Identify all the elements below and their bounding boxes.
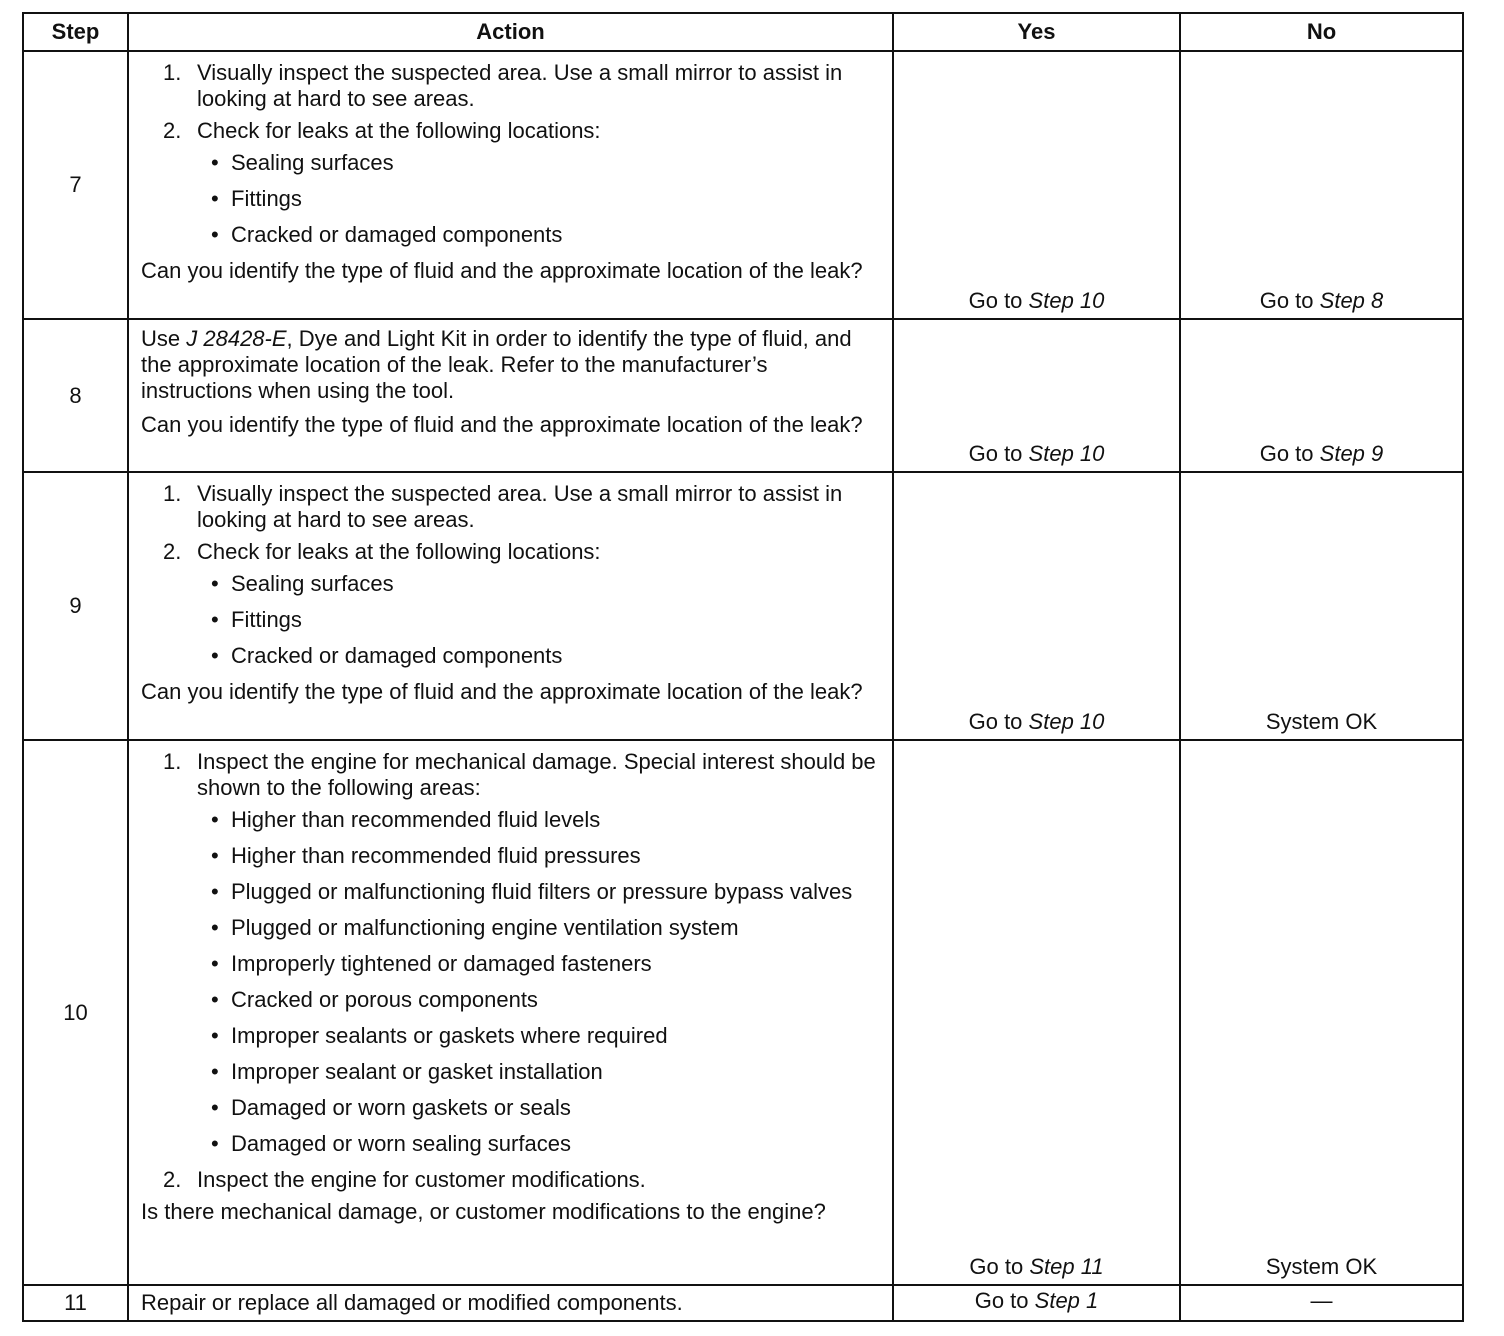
- list-item: Higher than recommended fluid pressures: [231, 843, 641, 868]
- yes-cell: Go to Step 10: [893, 472, 1180, 740]
- list-item: Plugged or malfunctioning fluid filters or pressure bypass valves: [231, 879, 853, 904]
- header-step: Step: [23, 13, 128, 51]
- no-cell: —: [1180, 1285, 1463, 1321]
- no-cell: System OK: [1180, 472, 1463, 740]
- table-row: [23, 51, 1463, 319]
- list-item: Damaged or worn sealing surfaces: [231, 1131, 571, 1156]
- yes-cell: Go to Step 1: [893, 1285, 1180, 1321]
- yes-cell: Go to Step 11: [893, 740, 1180, 1285]
- table-row: [23, 319, 1463, 472]
- list-item: Improper sealant or gasket installation: [231, 1059, 603, 1084]
- diagnostic-table: [22, 12, 1464, 1322]
- step-link: Step 10: [1028, 288, 1105, 313]
- no-cell: System OK: [1180, 740, 1463, 1285]
- step-number: 11: [23, 1285, 128, 1321]
- step-link: Step 9: [1319, 441, 1384, 466]
- yes-cell: Go to Step 10: [893, 319, 1180, 472]
- header-row: [23, 13, 1463, 51]
- header-no: No: [1180, 13, 1463, 51]
- list-item: Sealing surfaces: [231, 571, 394, 596]
- action-cell: 1. Visually inspect the suspected area. Use a small mirror to assist in looking at hard to see areas. 2. Check for leaks at the following locations: • Sealing surfaces • Fittings • Cracked or damaged components Can you identify the type of fluid and the approximate location of the leak?: [128, 51, 893, 319]
- question-text: Is there mechanical damage, or customer modifications to the engine?: [141, 1199, 826, 1224]
- table-row: [23, 472, 1463, 740]
- step-link: Step 8: [1319, 288, 1384, 313]
- question-text: Can you identify the type of fluid and the approximate location of the leak?: [141, 412, 863, 437]
- list-item: Damaged or worn gaskets or seals: [231, 1095, 571, 1120]
- action-cell: 1. Visually inspect the suspected area. Use a small mirror to assist in looking at hard to see areas. 2. Check for leaks at the following locations: • Sealing surfaces • Fittings • Cracked or damaged components Can you identify the type of fluid and the approximate location of the leak?: [128, 472, 893, 740]
- step-link: Step 1: [1034, 1288, 1099, 1313]
- header-yes: Yes: [893, 13, 1180, 51]
- question-text: Can you identify the type of fluid and the approximate location of the leak?: [141, 679, 863, 704]
- action-cell: Repair or replace all damaged or modified components.: [128, 1285, 893, 1321]
- question-text: Can you identify the type of fluid and the approximate location of the leak?: [141, 258, 863, 283]
- step-link: Step 10: [1028, 441, 1105, 466]
- list-item: Inspect the engine for customer modifications.: [197, 1167, 646, 1192]
- list-item: Sealing surfaces: [231, 150, 394, 175]
- list-item: Fittings: [231, 607, 302, 632]
- table-row: [23, 1285, 1463, 1321]
- no-cell: Go to Step 9: [1180, 319, 1463, 472]
- yes-cell: Go to Step 10: [893, 51, 1180, 319]
- list-item: Improperly tightened or damaged fasteners: [231, 951, 652, 976]
- list-item: Check for leaks at the following locations:: [197, 118, 601, 143]
- list-item: Inspect the engine for mechanical damage. Special interest should be shown to the following areas:: [197, 749, 876, 800]
- list-item: Cracked or damaged components: [231, 643, 563, 668]
- step-link: Step 10: [1028, 709, 1105, 734]
- action-cell: 1. Inspect the engine for mechanical damage. Special interest should be shown to the following areas: • Higher than recommended fluid levels • Higher than recommended fluid pressures • Plugged or malfunctioning fluid filters or pressure bypass valves • Plugged or malfunctioning engine ventilation system • Improperly tightened or damaged fasteners • Cracked or porous components • Improper sealants or gaskets where required • Improper sealant or gasket installation • Damaged or worn gaskets or seals • Damaged or worn sealing surfaces 2. Inspect the engine for customer modifications. Is there mechanical damage, or customer modifications to the engine?: [128, 740, 893, 1285]
- list-item: Fittings: [231, 186, 302, 211]
- list-item: Check for leaks at the following locations:: [197, 539, 601, 564]
- list-item: Improper sealants or gaskets where required: [231, 1023, 668, 1048]
- list-item: Plugged or malfunctioning engine ventilation system: [231, 915, 739, 940]
- list-item: Visually inspect the suspected area. Use a small mirror to assist in looking at hard to see areas.: [197, 481, 843, 532]
- header-action: Action: [128, 13, 893, 51]
- list-item: Visually inspect the suspected area. Use a small mirror to assist in looking at hard to see areas.: [197, 60, 843, 111]
- step-link: Step 11: [1029, 1254, 1104, 1279]
- step-number: 8: [23, 319, 128, 472]
- step-number: 10: [23, 740, 128, 1285]
- tool-name: J 28428-E: [186, 326, 287, 351]
- step-number: 7: [23, 51, 128, 319]
- list-item: Cracked or damaged components: [231, 222, 563, 247]
- step-number: 9: [23, 472, 128, 740]
- list-item: Cracked or porous components: [231, 987, 538, 1012]
- list-item: Higher than recommended fluid levels: [231, 807, 601, 832]
- action-cell: Use J 28428-E, Dye and Light Kit in order to identify the type of fluid, and the approximate location of the leak. Refer to the manufacturer’s instructions when using the tool. Can you identify the type of fluid and the approximate location of the leak?: [128, 319, 893, 472]
- table-row: [23, 740, 1463, 1285]
- no-cell: Go to Step 8: [1180, 51, 1463, 319]
